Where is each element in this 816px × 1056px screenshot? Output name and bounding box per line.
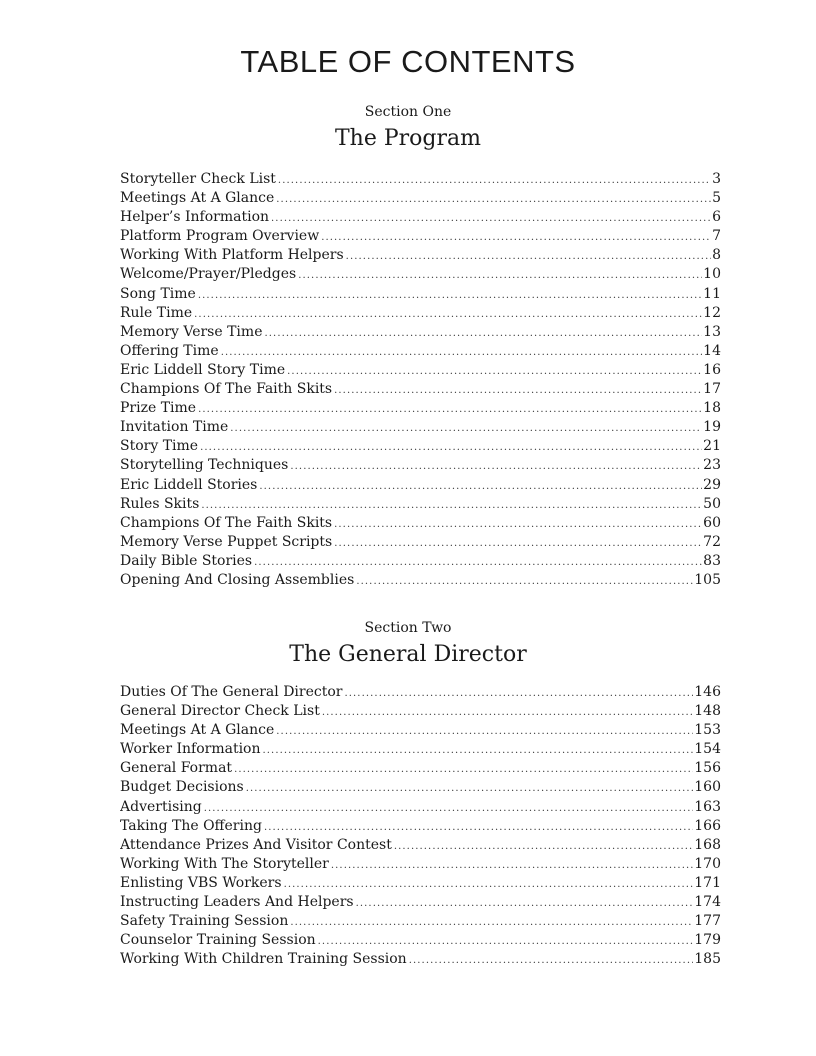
toc-entry-page-number: 105 — [694, 571, 721, 588]
dot-leader — [234, 760, 693, 778]
toc-entry-title: General Director Check List — [120, 703, 320, 720]
toc-entry[interactable] — [120, 399, 721, 418]
toc-entry[interactable] — [120, 285, 721, 304]
toc-entry[interactable] — [120, 380, 721, 399]
toc-entry[interactable] — [120, 740, 721, 759]
dot-leader — [284, 875, 694, 893]
toc-entry-page-number: 7 — [712, 228, 721, 245]
toc-entry[interactable] — [120, 683, 721, 702]
toc-entry-title: General Format — [120, 760, 233, 777]
toc-entry-page-number: 12 — [703, 304, 721, 321]
toc-entry[interactable] — [120, 874, 721, 893]
toc-entry-page-number: 146 — [694, 684, 721, 700]
dot-leader — [334, 534, 702, 552]
toc-entry-page-number: 185 — [694, 951, 721, 968]
dot-leader — [334, 515, 702, 533]
toc-entry-title: Budget Decisions — [120, 779, 244, 796]
dot-leader — [198, 286, 702, 304]
toc-entry-title: Safety Training Session — [120, 913, 289, 930]
toc-entry-page-number: 10 — [703, 266, 721, 283]
toc-entry[interactable] — [120, 798, 721, 817]
toc-entry-title: Taking The Offering — [120, 817, 262, 834]
dot-leader — [276, 190, 711, 208]
toc-entry-title: Instructing Leaders And Helpers — [120, 894, 354, 911]
dot-leader — [331, 856, 693, 874]
dot-leader — [346, 247, 711, 265]
toc-entry-title: Prize Time — [120, 400, 197, 417]
dot-leader — [290, 457, 702, 475]
dot-leader — [318, 932, 694, 950]
toc-entry-page-number: 50 — [703, 495, 721, 512]
toc-entry[interactable] — [120, 836, 721, 855]
section-one-header — [0, 103, 816, 153]
dot-leader — [344, 684, 693, 702]
toc-entry-page-number: 5 — [712, 190, 721, 207]
toc-entry[interactable] — [120, 759, 721, 778]
dot-leader — [287, 362, 702, 380]
dot-leader — [278, 171, 711, 189]
toc-entry[interactable] — [120, 702, 721, 721]
toc-entry-page-number: 8 — [712, 247, 721, 264]
toc-entry-title: Rule Time — [120, 304, 193, 321]
toc-entry-title: Meetings At A Glance — [120, 722, 275, 739]
dot-leader — [271, 209, 711, 227]
dot-leader — [394, 837, 693, 855]
toc-entry-page-number: 21 — [703, 438, 721, 455]
toc-entry-page-number: 177 — [694, 913, 721, 930]
toc-entry[interactable] — [120, 418, 721, 437]
toc-entry-title: Offering Time — [120, 342, 219, 359]
toc-entry[interactable] — [120, 246, 721, 265]
dot-leader — [264, 324, 702, 342]
toc-entry-page-number: 16 — [703, 361, 721, 378]
dot-leader — [259, 477, 702, 495]
toc-list-section-two — [120, 683, 721, 969]
dot-leader — [201, 496, 702, 514]
toc-entry-title: Storytelling Techniques — [120, 457, 289, 474]
section-label: Section One — [364, 104, 452, 120]
dot-leader — [198, 400, 702, 418]
toc-entry-page-number: 6 — [712, 209, 721, 226]
toc-entry[interactable] — [120, 456, 721, 475]
dot-leader — [276, 722, 693, 740]
toc-entry[interactable] — [120, 361, 721, 380]
toc-entry-page-number: 156 — [694, 760, 721, 777]
toc-entry-page-number: 160 — [694, 779, 721, 796]
dot-leader — [246, 779, 694, 797]
page-title: TABLE OF CONTENTS — [240, 44, 576, 79]
toc-entry-title: Counselor Training Session — [120, 932, 316, 949]
toc-entry-title: Opening And Closing Assemblies — [120, 571, 355, 588]
toc-entry[interactable] — [120, 571, 721, 590]
dot-leader — [409, 951, 694, 969]
toc-entry-title: Champions Of The Faith Skits — [120, 514, 333, 531]
toc-entry-title: Eric Liddell Story Time — [120, 361, 286, 378]
toc-entry-page-number: 179 — [694, 932, 721, 949]
toc-entry[interactable] — [120, 437, 721, 456]
toc-entry-page-number: 83 — [703, 552, 721, 569]
toc-entry-title: Memory Verse Time — [120, 323, 263, 340]
toc-entry-page-number: 29 — [703, 476, 721, 493]
toc-entry[interactable] — [120, 514, 721, 533]
toc-list-section-one — [120, 170, 721, 590]
toc-entry-page-number: 168 — [694, 836, 721, 853]
toc-entry-title: Eric Liddell Stories — [120, 476, 258, 493]
toc-entry[interactable] — [120, 170, 721, 189]
toc-entry-page-number: 166 — [694, 817, 721, 834]
dot-leader — [194, 305, 702, 323]
toc-entry-page-number: 72 — [703, 533, 721, 550]
toc-entry-page-number: 19 — [703, 419, 721, 436]
dot-leader — [356, 894, 694, 912]
toc-entry-page-number: 153 — [694, 722, 721, 739]
toc-entry-page-number: 148 — [694, 703, 721, 720]
toc-entry-page-number: 18 — [703, 400, 721, 417]
dot-leader — [334, 381, 702, 399]
toc-entry[interactable] — [120, 817, 721, 836]
toc-entry-page-number: 163 — [694, 798, 721, 815]
toc-entry-title: Daily Bible Stories — [120, 552, 253, 569]
toc-entry-title: Meetings At A Glance — [120, 190, 275, 207]
toc-entry-page-number: 17 — [703, 381, 721, 398]
toc-entry-page-number: 174 — [694, 894, 721, 911]
toc-entry-title: Advertising — [120, 798, 202, 815]
toc-entry[interactable] — [120, 304, 721, 323]
dot-leader — [322, 703, 693, 721]
toc-entry[interactable] — [120, 950, 721, 969]
toc-entry-page-number: 14 — [703, 342, 721, 359]
toc-entry-title: Story Time — [120, 438, 199, 455]
toc-entry[interactable] — [120, 721, 721, 740]
toc-entry-title: Invitation Time — [120, 419, 229, 436]
toc-entry[interactable] — [120, 778, 721, 797]
toc-entry-page-number: 3 — [712, 171, 721, 187]
toc-entry[interactable] — [120, 227, 721, 246]
dot-leader — [356, 572, 693, 590]
toc-entry-title: Champions Of The Faith Skits — [120, 381, 333, 398]
dot-leader — [221, 343, 702, 361]
toc-entry[interactable] — [120, 855, 721, 874]
dot-leader — [264, 818, 693, 836]
toc-entry-title: Song Time — [120, 285, 196, 302]
section-heading: The General Director — [289, 642, 527, 667]
toc-entry-title: Rules Skits — [120, 495, 200, 512]
toc-entry[interactable] — [120, 912, 721, 931]
toc-entry[interactable] — [120, 342, 721, 361]
toc-entry-page-number: 60 — [703, 514, 721, 531]
toc-entry-title: Storyteller Check List — [120, 171, 276, 187]
toc-entry-title: Memory Verse Puppet Scripts — [120, 533, 333, 550]
toc-entry-title: Duties Of The General Director — [120, 684, 343, 700]
dot-leader — [200, 438, 702, 456]
toc-entry[interactable] — [120, 189, 721, 208]
toc-entry-page-number: 13 — [703, 323, 721, 340]
toc-entry-title: Helper’s Information — [120, 209, 270, 226]
section-two-header — [0, 619, 816, 669]
toc-entry-page-number: 170 — [694, 855, 721, 872]
dot-leader — [321, 228, 711, 246]
dot-leader — [290, 913, 693, 931]
toc-entry[interactable] — [120, 323, 721, 342]
toc-entry-title: Working With Children Training Session — [120, 951, 407, 968]
toc-entry[interactable] — [120, 552, 721, 571]
toc-entry[interactable] — [120, 495, 721, 514]
dot-leader — [204, 799, 694, 817]
toc-entry[interactable] — [120, 208, 721, 227]
toc-entry-title: Working With Platform Helpers — [120, 247, 344, 264]
toc-entry-title: Attendance Prizes And Visitor Contest — [120, 836, 392, 853]
toc-entry-page-number: 154 — [694, 741, 721, 758]
toc-entry-title: Enlisting VBS Workers — [120, 874, 282, 891]
toc-entry[interactable] — [120, 533, 721, 552]
dot-leader — [254, 553, 702, 571]
toc-entry-page-number: 171 — [694, 874, 721, 891]
toc-entry-page-number: 23 — [703, 457, 721, 474]
section-heading: The Program — [335, 126, 481, 151]
toc-entry-title: Worker Information — [120, 741, 261, 758]
dot-leader — [263, 741, 694, 759]
dot-leader — [230, 419, 702, 437]
dot-leader — [298, 266, 702, 284]
toc-entry[interactable] — [120, 893, 721, 912]
toc-entry[interactable] — [120, 265, 721, 284]
toc-entry-title: Welcome/Prayer/Pledges — [120, 266, 297, 283]
toc-entry[interactable] — [120, 931, 721, 950]
toc-entry-page-number: 11 — [703, 285, 721, 302]
section-label: Section Two — [364, 620, 452, 636]
toc-entry[interactable] — [120, 476, 721, 495]
toc-entry-title: Platform Program Overview — [120, 228, 320, 245]
toc-entry-title: Working With The Storyteller — [120, 855, 329, 872]
